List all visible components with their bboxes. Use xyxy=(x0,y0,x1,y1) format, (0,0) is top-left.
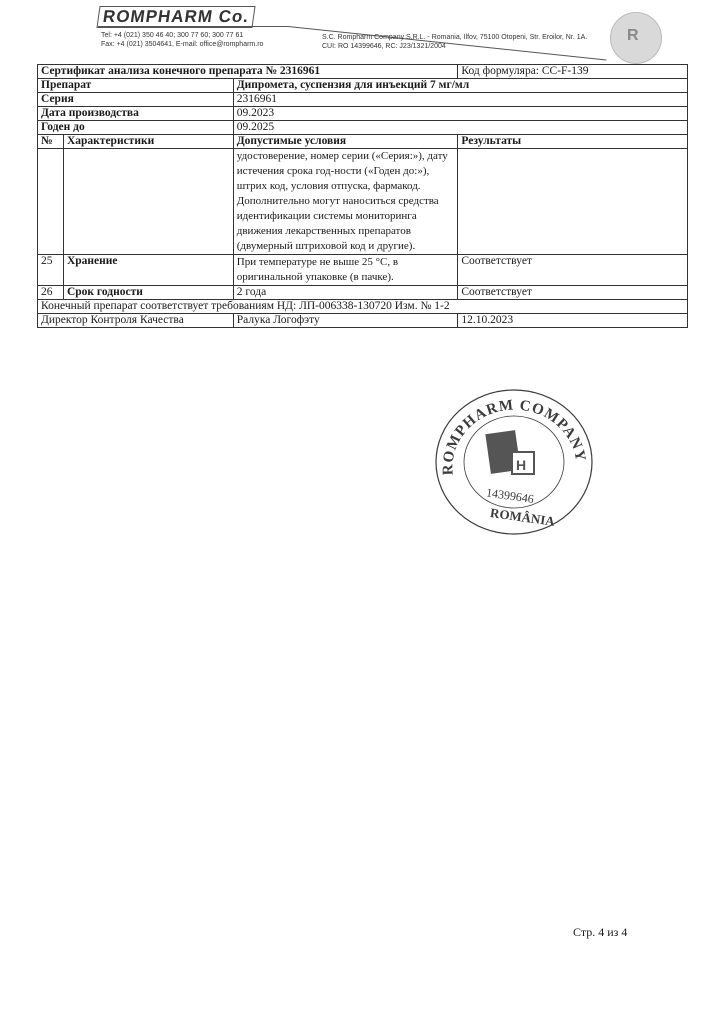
header-divider xyxy=(98,26,288,27)
manufacture-value: 09.2023 xyxy=(233,107,687,121)
header-seal-icon: R xyxy=(610,12,662,64)
table-row xyxy=(38,286,688,300)
stamp-ring-text: ROMPHARM COMPANY xyxy=(440,397,589,476)
svg-text:H: H xyxy=(516,457,527,473)
conclusion-text: Конечный препарат соответствует требованиям НД: ЛП-006338-130720 Изм. № 1-2 xyxy=(38,300,688,314)
certificate-title-row xyxy=(38,65,688,79)
page-number: Стр. 4 из 4 xyxy=(573,925,628,939)
row-characteristic xyxy=(63,149,233,255)
fax-line: Fax: +4 (021) 3504641, E-mail: office@rompharm.ro xyxy=(101,41,264,48)
row-characteristic: Срок годности xyxy=(63,286,233,300)
info-row-series xyxy=(38,93,688,107)
signature-date: 12.10.2023 xyxy=(458,314,688,328)
row-allowed: При температуре не выше 25 °С, в оригинальной упаковке (в пачке). xyxy=(233,255,458,286)
form-code: Код формуляра: CC-F-139 xyxy=(458,65,688,79)
col-allowed: Допустимые условия xyxy=(233,135,458,149)
company-registration: CUI: RO 14399646, RC: J23/1321/2004 xyxy=(322,43,446,50)
row-allowed: 2 года xyxy=(233,286,458,300)
info-row-drug xyxy=(38,79,688,93)
company-address: S.C. Rompharm Company S.R.L. - Romania, Ilfov, 75100 Otopeni, Str. Eroilor, Nr. 1A. xyxy=(322,34,588,41)
signature-role: Директор Контроля Качества xyxy=(38,314,234,328)
row-no xyxy=(38,149,64,255)
manufacture-label: Дата производства xyxy=(38,107,234,121)
col-results: Результаты xyxy=(458,135,688,149)
col-characteristics: Характеристики xyxy=(63,135,233,149)
table-row xyxy=(38,149,688,255)
col-no: № xyxy=(38,135,64,149)
series-label: Серия xyxy=(38,93,234,107)
company-logo: ROMPHARM Co. xyxy=(96,6,255,28)
expiry-value: 09.2025 xyxy=(233,121,687,135)
row-result xyxy=(458,149,688,255)
row-result: Соответствует xyxy=(458,255,688,286)
certificate-table xyxy=(37,64,688,328)
info-row-expiry xyxy=(38,121,688,135)
stamp-number: 14399646 xyxy=(485,485,535,506)
row-allowed: удостоверение, номер серии («Серия:»), дату истечения срока год-ности («Годен до:»), штрих код, условия отпуска, фармакод. Дополнительно могут наноситься средства идентификации системы мониторинга движения лекарственных препаратов (двумерный штриховой код и другие). xyxy=(233,149,458,255)
table-row xyxy=(38,255,688,286)
column-header-row xyxy=(38,135,688,149)
row-no: 26 xyxy=(38,286,64,300)
certificate-title: Сертификат анализа конечного препарата № 2316961 xyxy=(38,65,458,79)
row-no: 25 xyxy=(38,255,64,286)
conclusion-row xyxy=(38,300,688,314)
signature-name: Ралука Логофэту xyxy=(233,314,458,328)
series-value: 2316961 xyxy=(233,93,687,107)
info-row-manufacture xyxy=(38,107,688,121)
signature-row xyxy=(38,314,688,328)
drug-label: Препарат xyxy=(38,79,234,93)
stamp-logo-icon xyxy=(485,430,534,474)
drug-value: Дипромета, суспензия для инъекций 7 мг/мл xyxy=(233,79,687,93)
row-result: Соответствует xyxy=(458,286,688,300)
contact-block xyxy=(101,31,263,49)
stamp-country: ROMÂNIA xyxy=(489,505,556,529)
company-block xyxy=(322,33,587,51)
company-stamp xyxy=(428,380,598,540)
expiry-label: Годен до xyxy=(38,121,234,135)
row-characteristic: Хранение xyxy=(63,255,233,286)
phone-line: Tel: +4 (021) 350 46 40; 300 77 60; 300 77 61 xyxy=(101,32,244,39)
